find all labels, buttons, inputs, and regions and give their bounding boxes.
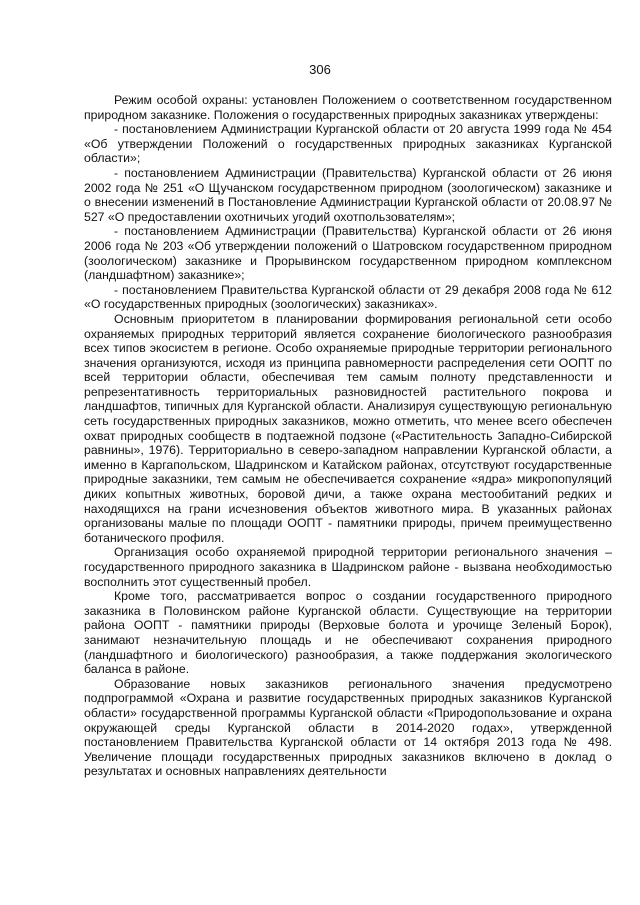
- paragraph-polovinsk-reserve: Кроме того, рассматривается вопрос о создании государственного природного заказника в Половинском районе Курганской области. Существующие на территории района ООПТ - памятники природы (Верховые болота и урочище Зеленый Борок), занимают незначительную площадь и не обеспечивают сохранения природного (ландшафтного и биологического) разнообразия, а также поддержания экологического баланса в районе.: [84, 589, 612, 677]
- page-number: 306: [309, 62, 331, 77]
- document-body: [84, 93, 612, 779]
- paragraph-protection-regime: Режим особой охраны: установлен Положением о соответственном государственном природном заказнике. Положения о государственных природных заказниках утверждены:: [84, 93, 612, 122]
- paragraph-shadrinsk-reserve: Организация особо охраняемой природной территории регионального значения – государственного природного заказника в Шадринском районе - вызвана необходимостью восполнить этот существенный пробел.: [84, 545, 612, 589]
- paragraph-new-reserves: Образование новых заказников регионального значения предусмотрено подпрограммой «Охрана и развитие государственных природных заказников Курганской области» государственной программы Курганской области «Природопользование и охрана окружающей среды Курганской области в 2014-2020 годах», утвержденной постановлением Правительства Курганской области от 14 октября 2013 года № 498. Увеличение площади государственных природных заказников включено в доклад о результатах и основных направлениях деятельности: [84, 676, 612, 779]
- list-item-resolution-2006: - постановлением Администрации (Правительства) Курганской области от 26 июня 2006 года № 203 «Об утверждении положений о Шатровском государственном природном (зоологическом) заказнике и Прорывинском государственном природном комплексном (ландшафтном) заказнике»;: [84, 224, 612, 283]
- list-item-resolution-2002: - постановлением Администрации (Правительства) Курганской области от 26 июня 2002 года № 251 «О Щучанском государственном природном (зоологическом) заказнике и о внесении изменений в Постановление Администрации Курганской области от 20.08.97 № 527 «О предоставлении охотничьих угодий охотпользователям»;: [84, 165, 612, 224]
- list-item-resolution-2008: - постановлением Правительства Курганской области от 29 декабря 2008 года № 612 «О государственных природных (зоологических) заказниках».: [84, 282, 612, 312]
- paragraph-network-priority: Основным приоритетом в планировании формирования региональной сети особо охраняемых природных территорий является сохранение биологического разнообразия всех типов экосистем в регионе. Особо охраняемые природные территории регионального значения организуются, исходя из принципа равномерности распределения сети ООПТ по всей территории области, обеспечивая тем самым полноту представленности и репрезентативность территориальных разновидностей растительного покрова и ландшафтов, типичных для Курганской области. Анализируя существующую региональную сеть государственных природных заказников, можно отметить, что менее всего обеспечен охват природных сообществ в подтаежной подзоне («Растительность Западно-Сибирской равнины», 1976). Территориально в северо-западном направлении Курганской области, а именно в Каргапольском, Шадринском и Катайском районах, отсутствуют государственные природные заказники, тем самым не обеспечивается сохранение «ядра» микропопуляций диких копытных животных, боровой дичи, а также охрана местообитаний редких и находящихся на грани исчезновения объектов животного мира. В указанных районах организованы малые по площади ООПТ - памятники природы, причем преимущественно ботанического профиля.: [84, 311, 612, 545]
- list-item-resolution-1999: - постановлением Администрации Курганской области от 20 августа 1999 года № 454 «Об утверждении Положений о государственных природных заказниках Курганской области»;: [84, 122, 612, 166]
